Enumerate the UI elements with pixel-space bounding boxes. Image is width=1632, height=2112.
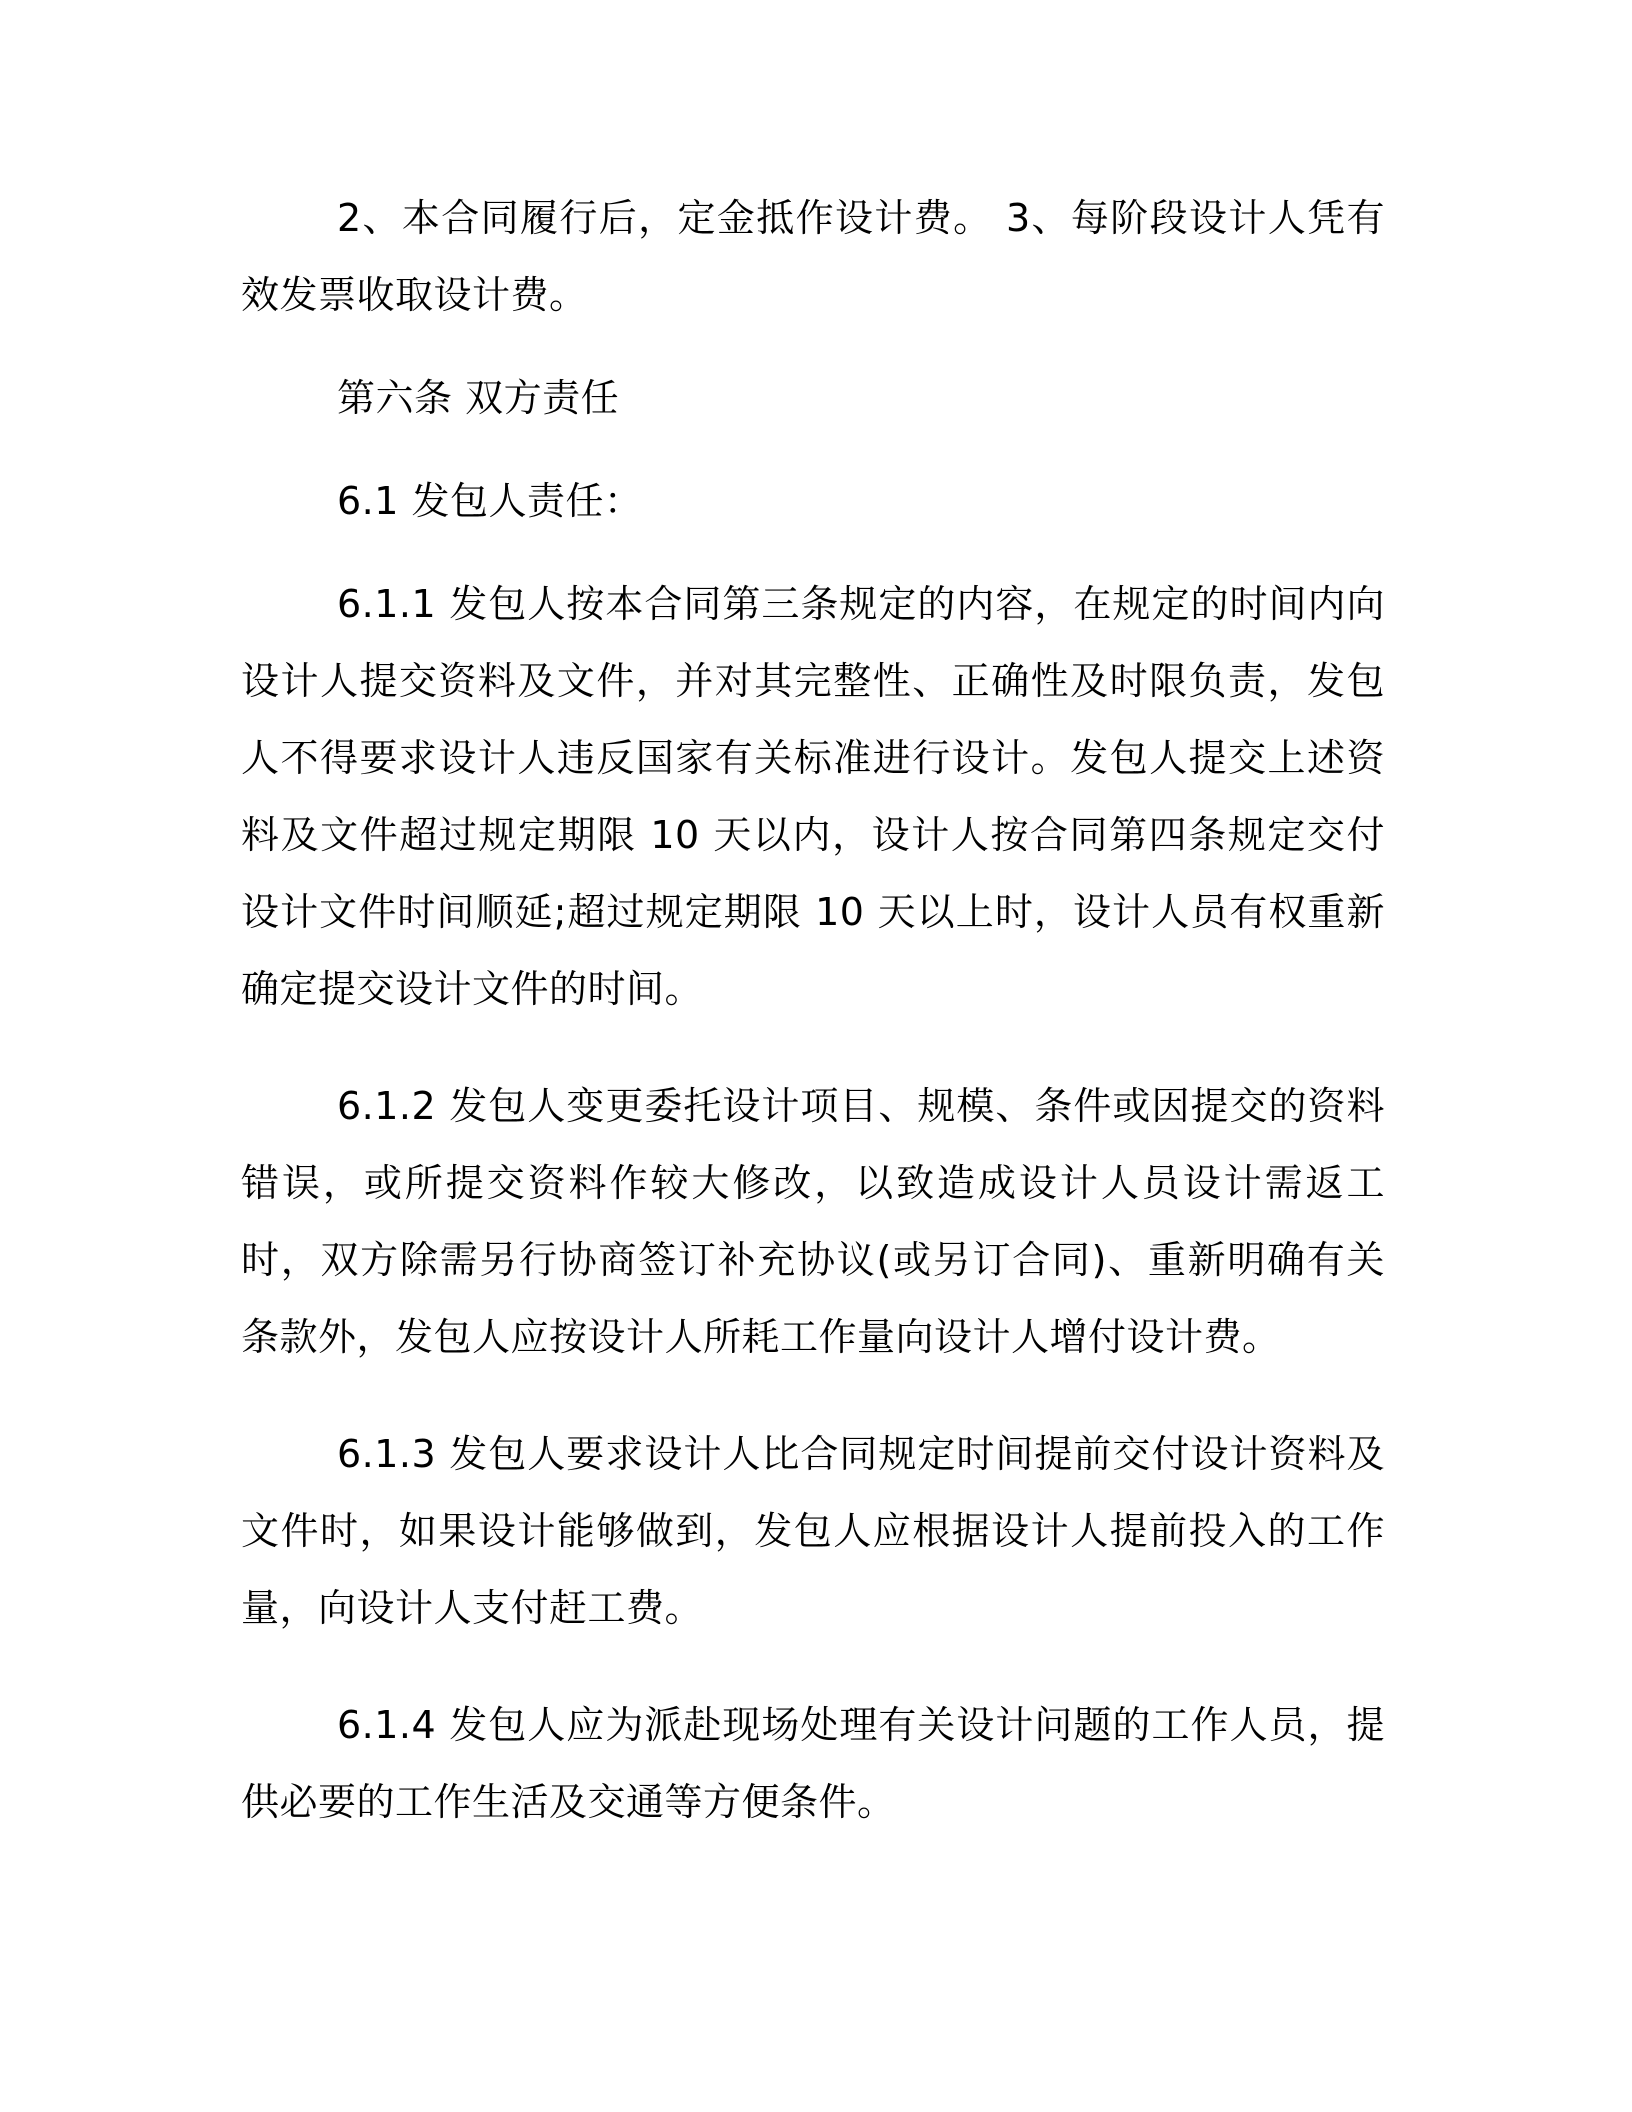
section-heading-article-6: 第六条 双方责任 xyxy=(337,376,620,420)
paragraph-6-1-3: 6.1.3 发包人要求设计人比合同规定时间提前交付设计资料及文件时，如果设计能够做到，发包人应根据设计人提前投入的工作量，向设计人支付赶工费。 xyxy=(241,1432,1385,1630)
subsection-heading-6-1: 6.1 发包人责任： xyxy=(337,479,643,523)
paragraph-6-1-2: 6.1.2 发包人变更委托设计项目、规模、条件或因提交的资料错误，或所提交资料作较大修改，以致造成设计人员设计需返工时，双方除需另行协商签订补充协议(或另订合同)、重新明确有关条款外，发包人应按设计人所耗工作量向设计人增付设计费。 xyxy=(241,1084,1385,1359)
paragraph-deposit-and-invoice: 2、本合同履行后，定金抵作设计费。 3、每阶段设计人凭有效发票收取设计费。 xyxy=(241,196,1385,317)
paragraph-6-1-1: 6.1.1 发包人按本合同第三条规定的内容，在规定的时间内向设计人提交资料及文件，并对其完整性、正确性及时限负责，发包人不得要求设计人违反国家有关标准进行设计。发包人提交上述资料及文件超过规定期限 10 天以内，设计人按合同第四条规定交付设计文件时间顺延;超过规定期限 10 天以上时，设计人员有权重新确定提交设计文件的时间。 xyxy=(241,582,1385,1011)
paragraph-6-1-4: 6.1.4 发包人应为派赴现场处理有关设计问题的工作人员，提供必要的工作生活及交通等方便条件。 xyxy=(241,1703,1385,1824)
document-body xyxy=(241,180,1385,1841)
